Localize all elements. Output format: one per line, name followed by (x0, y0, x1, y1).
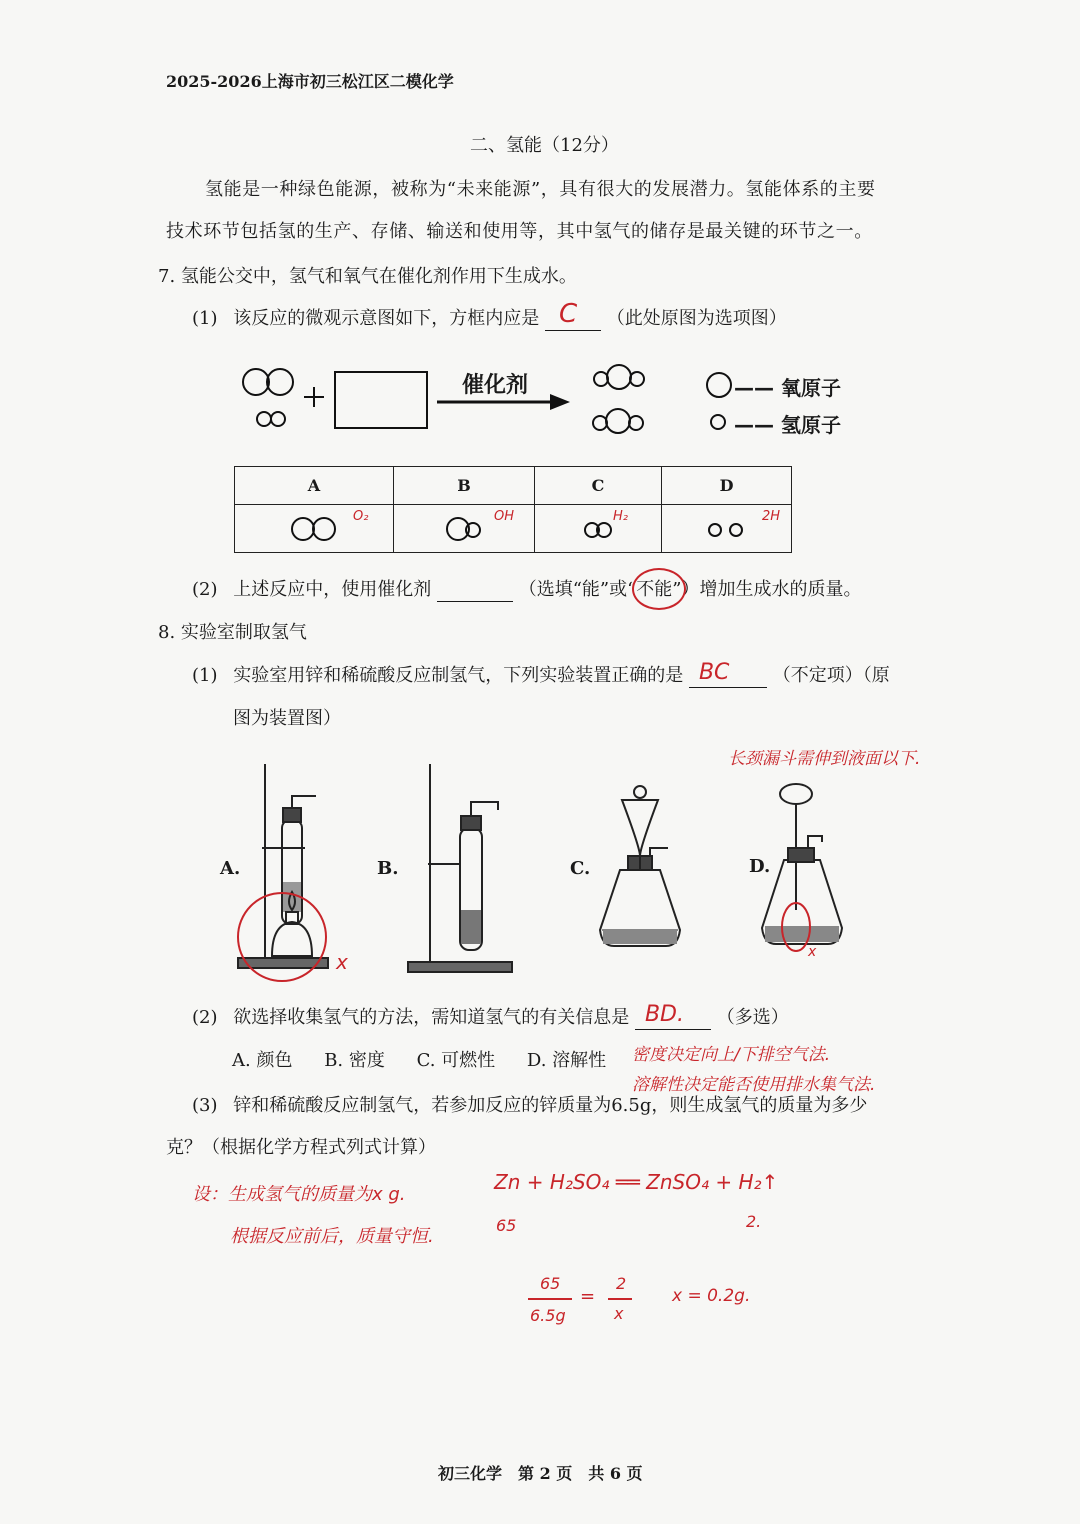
choice-d: D. 溶解性 (526, 1050, 607, 1071)
q7-p1-note: （此处原图为选项图） (606, 308, 787, 329)
q7-p2-circle-mark (632, 568, 686, 610)
hw-frac-left-den: 6.5g (530, 1306, 566, 1325)
option-header-a: A (235, 467, 394, 505)
hw-frac-right-bar (608, 1298, 632, 1300)
q8-p1-blank (689, 660, 767, 688)
option-a-annotation: O₂ (353, 509, 369, 524)
option-c (535, 505, 662, 553)
apparatus-a (238, 764, 328, 968)
section-title: 二、氢能（12分） (470, 135, 619, 156)
option-d-annotation: 2H (762, 509, 781, 524)
hw-mark-a: x (336, 950, 348, 974)
q8-p2-note: （多选） (716, 1007, 789, 1028)
answer-box (335, 372, 427, 428)
q8-p3-text: 锌和稀硫酸反应制氢气，若参加反应的锌质量为6.5g，则生成氢气的质量为多少 (233, 1095, 868, 1116)
q7-p2-number: (2) (192, 579, 218, 600)
option-c-annotation: H₂ (613, 509, 628, 524)
option-d (662, 505, 792, 553)
hw-note-density: 密度决定向上/下排空气法. (632, 1045, 831, 1065)
apparatus-label-a: A. (220, 858, 241, 879)
hw-mark-d: x (808, 944, 817, 960)
q8-p1-note: （不定项）（原 (772, 665, 890, 686)
q8-part3 (192, 1094, 867, 1118)
q7-p1-blank (545, 299, 601, 331)
q8-p1-text: 实验室用锌和稀硫酸反应制氢气，下列实验装置正确的是 (233, 665, 684, 686)
q7-stem: 7. 氢能公交中，氢气和氧气在催化剂作用下生成水。 (158, 266, 577, 287)
hw-zn-mass: 65 (496, 1216, 517, 1235)
choice-c: C. 可燃性 (416, 1050, 496, 1071)
q7-p1-number: (1) (192, 308, 218, 329)
hw-note-solubility: 溶解性决定能否使用排水集气法. (632, 1075, 876, 1095)
apparatus-b (408, 764, 512, 972)
hw-equation: Zn + H₂SO₄ ══ ZnSO₄ + H₂↑ (494, 1170, 779, 1194)
q7-p2-text-after: （选填“能”或“不能”）增加生成水的质量。 (518, 579, 862, 600)
q8-part2 (192, 1002, 789, 1030)
q8-p2-choices (232, 1049, 606, 1073)
q7-p1-answer: C (558, 299, 578, 329)
document-header: 2025-2026上海市初三松江区二模化学 (166, 72, 454, 91)
intro-line-2: 技术环节包括氢的生产、存储、输送和使用等，其中氢气的储存是最关键的环节之一。 (166, 221, 873, 242)
legend-hydrogen: —— 氢原子 (734, 413, 841, 437)
option-b-molecule-icon (444, 514, 484, 544)
apparatus-diagram (210, 760, 890, 990)
q7-part1 (192, 299, 787, 331)
apparatus-d (762, 784, 842, 944)
q8-p2-number: (2) (192, 1007, 218, 1028)
hydrogen-atom-legend-icon (711, 415, 725, 429)
hw-frac-left-bar (528, 1298, 572, 1300)
option-a-molecule-icon (291, 514, 337, 544)
reaction-arrow-head (550, 394, 570, 410)
option-a (235, 505, 394, 553)
q8-p3-text2: 克？（根据化学方程式列式计算） (166, 1137, 436, 1158)
hw-note-funnel: 长颈漏斗需伸到液面以下. (728, 749, 921, 769)
catalyst-label: 催化剂 (462, 373, 529, 398)
q8-p1-number: (1) (192, 665, 218, 686)
legend-oxygen: —— 氧原子 (734, 376, 841, 400)
apparatus-label-b: B. (377, 858, 399, 879)
choice-a: A. 颜色 (232, 1050, 293, 1071)
hw-basis: 根据反应前后，质量守恒. (230, 1226, 434, 1247)
q8-stem: 8. 实验室制取氢气 (158, 622, 307, 643)
intro-line-1: 氢能是一种绿色能源，被称为“未来能源”，具有很大的发展潜力。氢能体系的主要 (205, 179, 876, 200)
q8-p2-text: 欲选择收集氢气的方法，需知道氢气的有关信息是 (233, 1007, 630, 1028)
q7-part2 (192, 578, 862, 602)
hw-equals-sign: = (580, 1286, 596, 1307)
q8-p3-number: (3) (192, 1095, 218, 1116)
options-table (234, 466, 792, 553)
option-c-molecule-icon (581, 514, 615, 544)
q8-p1-answer: BC (698, 660, 730, 685)
option-header-c: C (535, 467, 662, 505)
water-molecule-2 (593, 409, 643, 433)
option-header-b: B (394, 467, 535, 505)
option-d-molecule-icon (706, 514, 748, 544)
apparatus-c (600, 786, 680, 946)
q8-p2-blank (635, 1002, 711, 1030)
oxygen-molecule-reactant (243, 369, 293, 395)
q7-p2-text-before: 上述反应中，使用催化剂 (233, 579, 432, 600)
page-footer: 初三化学 第 2 页 共 6 页 (438, 1464, 643, 1483)
choice-b: B. 密度 (324, 1050, 385, 1071)
apparatus-label-c: C. (570, 858, 591, 879)
q7-p1-text: 该反应的微观示意图如下，方框内应是 (233, 308, 540, 329)
option-header-d: D (662, 467, 792, 505)
option-b-annotation: OH (494, 509, 515, 524)
water-molecule-1 (594, 365, 644, 389)
hw-result: x = 0.2g. (672, 1286, 751, 1306)
hw-frac-right-num: 2 (616, 1274, 627, 1293)
oxygen-atom-legend-icon (707, 373, 731, 397)
apparatus-label-d: D. (749, 856, 771, 877)
hw-frac-left-num: 65 (540, 1274, 561, 1293)
q8-p2-answer: BD. (644, 1002, 684, 1027)
hw-h2-mass: 2. (746, 1212, 762, 1231)
hw-let: 设：生成氢气的质量为x g. (192, 1184, 406, 1205)
hydrogen-molecule-reactant (257, 412, 285, 426)
q8-p1-note2: 图为装置图） (233, 708, 341, 729)
option-b (394, 505, 535, 553)
q7-p2-blank (437, 581, 513, 602)
hw-frac-right-den: x (614, 1304, 624, 1323)
q8-part1 (192, 660, 890, 688)
